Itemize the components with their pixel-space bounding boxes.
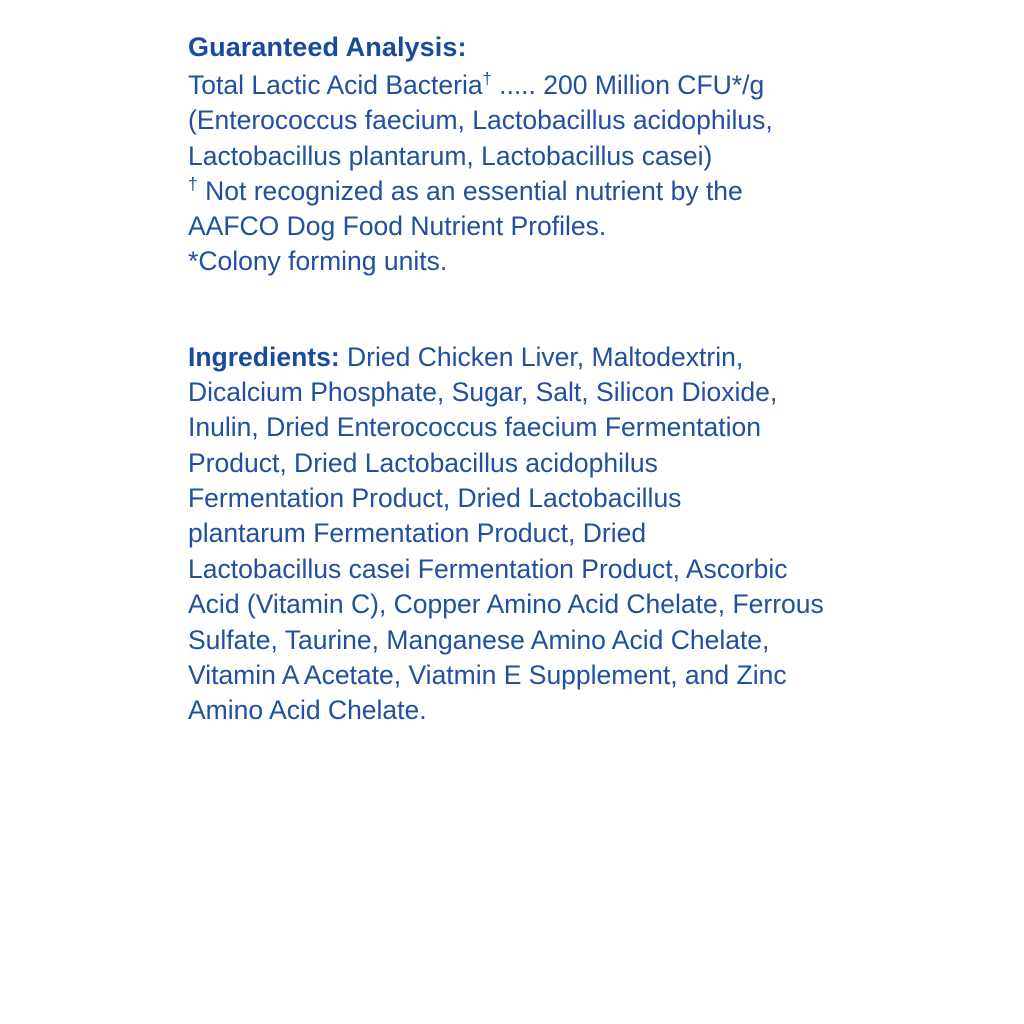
label-content — [188, 30, 868, 729]
ingredients-line-1-text: Dried Chicken Liver, Maltodextrin, — [339, 341, 744, 372]
dagger-footnote-icon: † — [188, 173, 198, 194]
ingredients-line-2: Dicalcium Phosphate, Sugar, Salt, Silicon Dioxide, — [188, 376, 778, 407]
ga-line1-main: Total Lactic Acid Bacteria — [188, 70, 483, 101]
ingredients-line-7: Lactobacillus casei Fermentation Product, Ascorbic — [188, 553, 788, 584]
ingredients-line-5: Fermentation Product, Dried Lactobacillus — [188, 483, 682, 513]
guaranteed-analysis-line-1 — [188, 68, 868, 103]
ingredients-line-8: Acid (Vitamin C), Copper Amino Acid Chelate, Ferrous — [188, 589, 824, 620]
ingredients-label: Ingredients: — [188, 341, 340, 372]
ingredients-line-10: Vitamin A Acetate, Viatmin E Supplement, and Zinc — [188, 659, 787, 690]
dagger-symbol-icon: † — [482, 70, 492, 89]
guaranteed-analysis-line-3: Lactobacillus plantarum, Lactobacillus casei) — [188, 140, 713, 171]
ingredients-line-11: Amino Acid Chelate. — [188, 695, 427, 726]
guaranteed-analysis-footnote-asterisk: *Colony forming units. — [188, 246, 448, 277]
guaranteed-analysis-heading: Guaranteed Analysis: — [188, 32, 467, 62]
ingredients-line-6: plantarum Fermentation Product, Dried — [188, 518, 647, 549]
guaranteed-analysis-line-2: (Enterococcus faecium, Lactobacillus acidophilus, — [188, 105, 773, 136]
ingredients-section — [188, 340, 868, 729]
ingredients-line-4: Product, Dried Lactobacillus acidophilus — [188, 447, 658, 478]
section-spacer — [188, 280, 868, 340]
ingredients-line-1 — [188, 340, 868, 375]
ingredients-line-3: Inulin, Dried Enterococcus faecium Fermentation — [188, 412, 761, 443]
ga-line1-rest: ..... 200 Million CFU*/g — [491, 70, 765, 101]
guaranteed-analysis-section — [188, 30, 868, 280]
ga-line4-rest: Not recognized as an essential nutrient by the — [197, 175, 743, 206]
guaranteed-analysis-line-5: AAFCO Dog Food Nutrient Profiles. — [188, 211, 607, 242]
ingredients-line-9: Sulfate, Taurine, Manganese Amino Acid Chelate, — [188, 624, 770, 655]
guaranteed-analysis-footnote-dagger — [188, 174, 868, 209]
